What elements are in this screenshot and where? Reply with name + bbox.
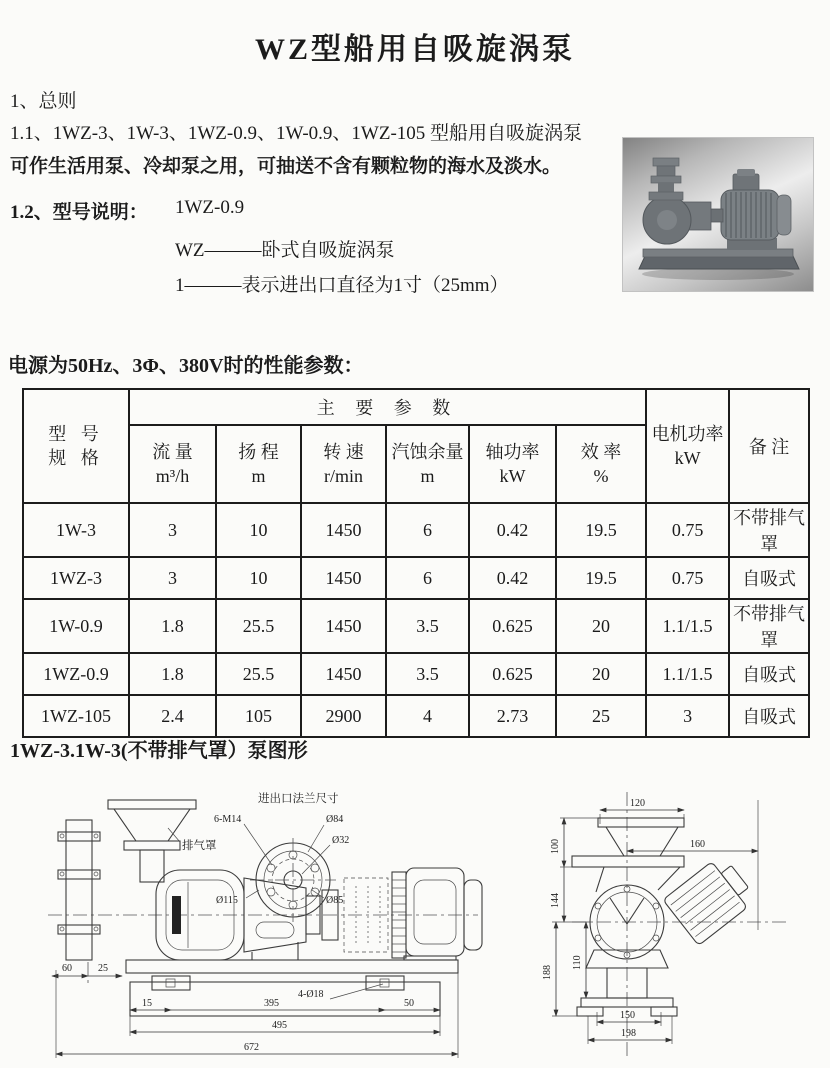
cell: 3.5 — [386, 653, 469, 695]
main-params-header: 主 要 参 数 — [129, 389, 646, 425]
cell: 10 — [216, 557, 301, 599]
cell: 25.5 — [216, 653, 301, 695]
cell: 3.5 — [386, 599, 469, 653]
cell-remark: 自吸式 — [729, 653, 809, 695]
cell: 0.75 — [646, 503, 729, 557]
table-row — [23, 503, 809, 557]
col-header-model — [23, 389, 129, 503]
efficiency-unit: % — [593, 466, 609, 486]
cell: 25.5 — [216, 599, 301, 653]
dim-495: 495 — [272, 1020, 287, 1031]
efficiency-name: 效 率 — [580, 441, 622, 462]
cell: 3 — [129, 557, 216, 599]
cell-model: 1W-0.9 — [23, 599, 129, 653]
cell: 1450 — [301, 503, 386, 557]
drawing-end-view — [542, 792, 786, 1060]
cell: 19.5 — [556, 503, 646, 557]
model-explain-example: 1WZ-0.9 — [175, 197, 245, 218]
table-row — [23, 599, 809, 653]
cell: 19.5 — [556, 557, 646, 599]
dim-144: 144 — [550, 893, 561, 908]
flow-unit: m³/h — [155, 466, 190, 486]
shaft-power-name: 轴功率 — [485, 441, 540, 462]
npsh-unit: m — [420, 466, 435, 486]
dim-188: 188 — [542, 965, 553, 980]
col-header-flow — [129, 425, 216, 503]
cell: 20 — [556, 653, 646, 695]
shaft-power-unit: kW — [499, 466, 526, 486]
technical-drawings — [0, 770, 830, 1068]
npsh-name: 汽蚀余量 — [391, 441, 464, 462]
cell: 6 — [386, 557, 469, 599]
cell-remark: 自吸式 — [729, 695, 809, 737]
flange-d32-label: Ø32 — [332, 835, 350, 846]
cell: 0.42 — [469, 557, 556, 599]
cell: 0.42 — [469, 503, 556, 557]
page-title: WZ型船用自吸旋涡泵 — [254, 33, 575, 66]
cell: 105 — [216, 695, 301, 737]
dim-25: 25 — [98, 963, 108, 974]
cell: 3 — [646, 695, 729, 737]
dim-160: 160 — [690, 839, 705, 850]
cell: 10 — [216, 503, 301, 557]
table-row — [23, 653, 809, 695]
cell-model: 1WZ-0.9 — [23, 653, 129, 695]
cell: 0.625 — [469, 599, 556, 653]
performance-table — [22, 388, 810, 738]
cell: 2900 — [301, 695, 386, 737]
col-header-speed — [301, 425, 386, 503]
cell-model: 1WZ-3 — [23, 557, 129, 599]
col-header-motor-power — [646, 389, 729, 503]
cell: 20 — [556, 599, 646, 653]
dim-395: 395 — [264, 998, 279, 1009]
speed-unit: r/min — [324, 466, 363, 486]
flange-d84-label: Ø84 — [326, 814, 344, 825]
cell: 6 — [386, 503, 469, 557]
dim-120: 120 — [630, 798, 645, 809]
motor-power-line2: kW — [674, 448, 701, 468]
dim-100: 100 — [550, 839, 561, 854]
cell-remark: 不带排气罩 — [729, 503, 809, 557]
cell-model: 1WZ-105 — [23, 695, 129, 737]
cell: 0.75 — [646, 557, 729, 599]
col-header-remark: 备 注 — [729, 389, 809, 503]
flange-d85-label: Ø85 — [326, 895, 344, 906]
cell: 0.625 — [469, 653, 556, 695]
cell: 25 — [556, 695, 646, 737]
head-name: 扬 程 — [238, 441, 279, 462]
drawing-side-view — [48, 791, 482, 1058]
motor-power-line1: 电机功率 — [651, 423, 724, 444]
dim-198: 198 — [621, 1028, 636, 1039]
flow-name: 流 量 — [152, 441, 193, 462]
model-header-line2: 规 格 — [48, 448, 104, 468]
cell: 1.1/1.5 — [646, 599, 729, 653]
cell: 1450 — [301, 557, 386, 599]
pump-photo-illustration — [623, 138, 813, 291]
table-row — [23, 695, 809, 737]
col-header-npsh — [386, 425, 469, 503]
speed-name: 转 速 — [323, 441, 364, 462]
model-explain-size: 1———表示进出口直径为1寸（25mm） — [175, 275, 509, 296]
power-conditions-note: 电源为50Hz、3Φ、380V时的性能参数： — [8, 355, 364, 377]
flange-d115-label: Ø115 — [216, 895, 238, 906]
section-heading-general: 1、总则 — [10, 91, 77, 112]
paragraph-models: 1.1、1WZ-3、1W-3、1WZ-0.9、1W-0.9、1WZ-105 型船用自吸旋涡泵 — [10, 123, 583, 144]
flange-bolts-label: 6-M14 — [214, 814, 242, 825]
cell-model: 1W-3 — [23, 503, 129, 557]
cell: 2.73 — [469, 695, 556, 737]
table-row — [23, 557, 809, 599]
cell: 1450 — [301, 599, 386, 653]
col-header-shaft-power — [469, 425, 556, 503]
cell: 1.1/1.5 — [646, 653, 729, 695]
model-explain-label: 1.2、型号说明： — [10, 202, 148, 223]
dim-672: 672 — [244, 1042, 259, 1053]
paragraph-usage: 可作生活用泵、冷却泵之用，可抽送不含有颗粒物的海水及淡水。 — [10, 156, 562, 177]
model-header-line1: 型 号 — [48, 423, 104, 444]
col-header-efficiency — [556, 425, 646, 503]
cell: 3 — [129, 503, 216, 557]
cell: 1450 — [301, 653, 386, 695]
flange-detail-title: 进出口法兰尺寸 — [258, 793, 339, 805]
model-explain-wz: WZ———卧式自吸旋涡泵 — [175, 240, 395, 261]
pump-photo — [622, 137, 814, 292]
dim-15: 15 — [142, 998, 152, 1009]
dim-4xd18: 4-Ø18 — [298, 989, 324, 1000]
dim-150: 150 — [620, 1010, 635, 1021]
exhaust-cover-label: 排气罩 — [182, 840, 217, 852]
cell: 2.4 — [129, 695, 216, 737]
dim-60: 60 — [62, 963, 72, 974]
dim-110: 110 — [572, 955, 583, 970]
cell: 4 — [386, 695, 469, 737]
col-header-head — [216, 425, 301, 503]
cell: 1.8 — [129, 599, 216, 653]
cell-remark: 不带排气罩 — [729, 599, 809, 653]
dim-50: 50 — [404, 998, 414, 1009]
figure-heading: 1WZ-3.1W-3(不带排气罩）泵图形 — [10, 740, 308, 762]
head-unit: m — [251, 466, 266, 486]
cell: 1.8 — [129, 653, 216, 695]
cell-remark: 自吸式 — [729, 557, 809, 599]
